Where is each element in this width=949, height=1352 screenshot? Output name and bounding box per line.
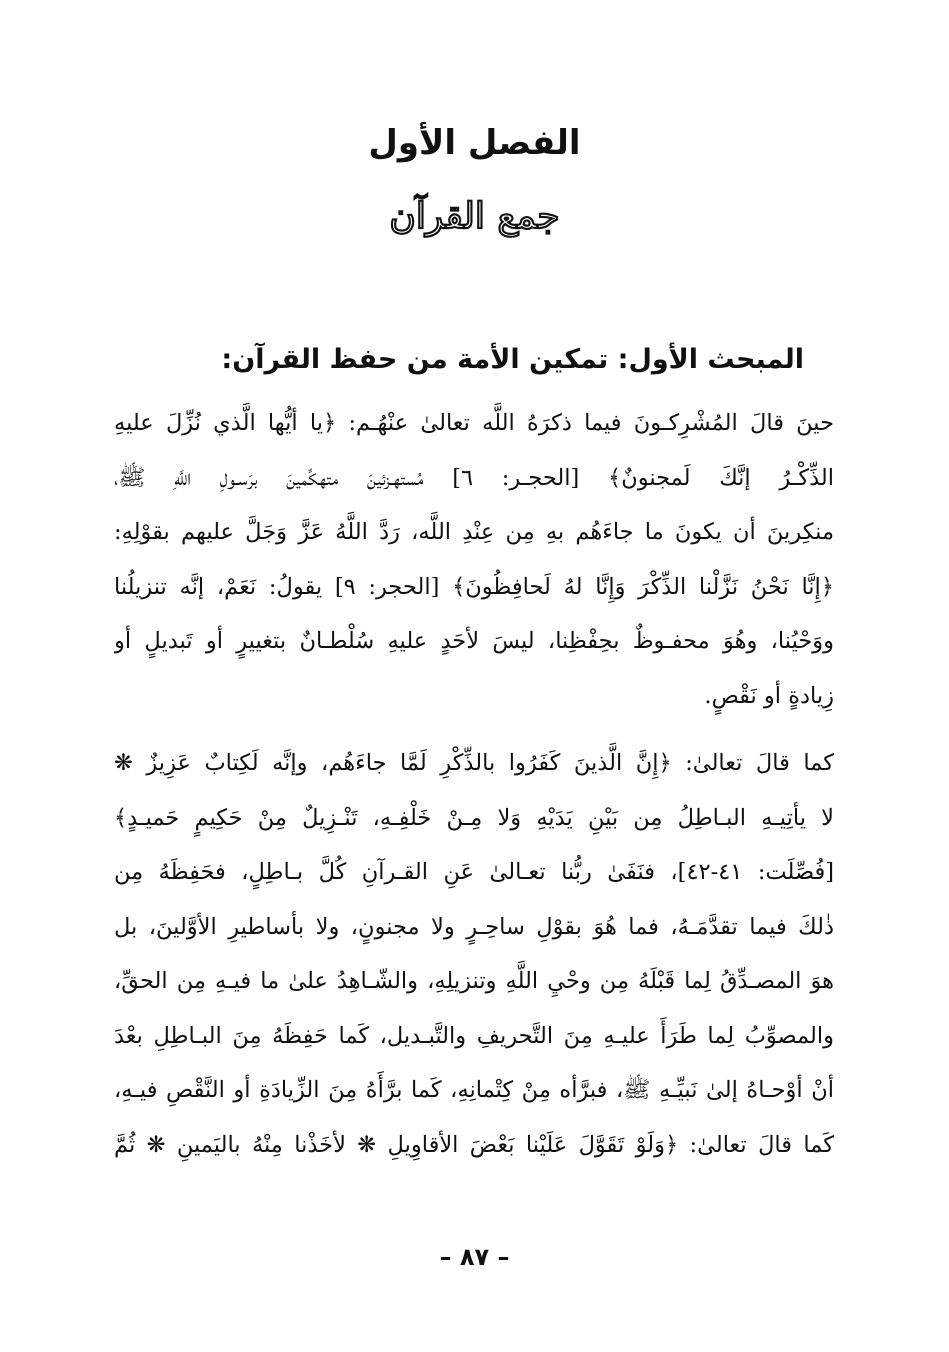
chapter-subtitle: جمع القرآن — [389, 195, 560, 237]
section-heading: المبحث الأول: تمكين الأمة من حفظ القرآن: — [221, 344, 804, 375]
text-line: [فُصِّلَت: ٤١-٤٢]، فنَفَىٰ ربُّنا تعـالىٰ عَنِ القـرآنِ كُلَّ بـاطِلٍ، فحَفِظَهُ مِن — [114, 859, 834, 885]
text-line: كما قالَ تعالىٰ: ﴿إِنَّ الَّذينَ كَفَرُوا بالذِّكْرِ لَمَّا جاءَهُم، وإنَّه لَكِتابٌ عَزِيزٌ ❋ — [114, 750, 834, 776]
chapter-title: الفصل الأول — [368, 123, 581, 163]
text-line: والمصوِّبُ لِما طَرَأَ عليـهِ مِنَ التَّحريفِ والتَّبـديل، كَما حَفِظَهُ مِنَ البـاطِلِ بعْدَ — [114, 1022, 834, 1049]
text-line: ذٰلكَ فيما تقدَّمَـهُ، فما هُوَ بقوْلِ ساحِـرٍ ولا مجنونٍ، ولا بأساطيرِ الأوَّلينَ، بل — [114, 913, 834, 940]
text-line: أنْ أوْحـاهُ إلىٰ نَبيِّـهِ ﷺ، فبرَّأه مِنْ كِتْمانِهِ، كَما برَّأَهُ مِنَ الزِّيادَةِ أو النَّقْصِ فيـهِ، — [114, 1077, 834, 1103]
text-line: حينَ قالَ المُشْرِكـونَ فيما ذكرَهُ اللَّه تعالىٰ عنْهُـم: ﴿يا أيُّها الَّذي نُزِّلَ عليهِ — [114, 410, 834, 436]
text-line: كَما قالَ تعالىٰ: ﴿وَلَوْ تَقَوَّلَ عَلَيْنا بَعْضَ الأقاوِيلِ ❋ لأخَذْنا مِنْهُ باليَمينِ ❋ ثُمَّ — [114, 1131, 834, 1158]
paragraph-2 — [114, 736, 834, 1172]
text-line: ﴿إِنَّا نَحْنُ نَزَّلْنا الذِّكْرَ وَإِنَّا لهُ لَحافِظُونَ﴾ [الحجر: ٩] يقولُ: نَعَمْ، إنَّه تنزيلُنا — [114, 573, 834, 600]
text-line: ووَحْيُنا، وهُوَ محفـوظٌ بحِفْظِنا، ليسَ لأحَدٍ عليهِ سُلْطـانٌ بتغييرٍ أو تَبديلٍ أو — [114, 628, 834, 654]
text-line: زِيادةٍ أو نَقْصٍ. — [704, 682, 834, 709]
text-line: الذِّكْـرُ إنَّكَ لَمجنونٌ﴾ [الحجـر: ٦] مُستهـزئينَ متهكِّمينَ برَسـولِ اللَّهِ ﷺ، — [114, 464, 834, 491]
text-line: هوَ المصـدِّقُ لِما قَبْلَهُ مِن وحْيِ اللَّهِ وتنزيلِهِ، والشّـاهِدُ علىٰ ما فيـهِ مِن الحقِّ، — [114, 968, 834, 994]
text-line: منكِرينَ أن يكونَ ما جاءَهُم بهِ مِن عِنْدِ اللَّه، رَدَّ اللَّهُ عَزَّ وَجَلَّ عليهم بقوْلِهِ: — [114, 519, 834, 545]
text-line: لا يأتِيـهِ البـاطِلُ مِن بَيْنِ يَدَيْهِ وَلا مِـنْ خَلْفِـهِ، تَنْـزِيلٌ مِنْ حَكِيمٍ حَميـدٍ﴾ — [114, 804, 834, 831]
paragraph-1 — [114, 396, 834, 723]
page-number: – ٨٧ – — [439, 1243, 510, 1271]
